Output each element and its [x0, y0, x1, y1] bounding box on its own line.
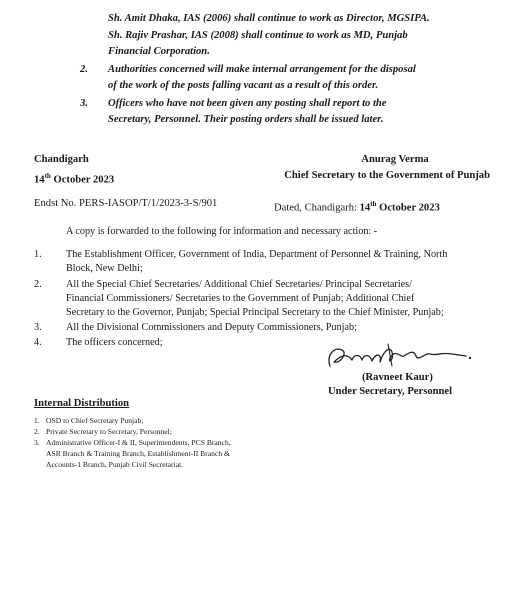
order-item-3-number: 3.	[80, 98, 88, 109]
signoff-place: Chandigarh	[34, 154, 89, 165]
endorsement-date-prefix: Dated, Chandigarh:	[274, 202, 360, 214]
signoff-date-day: 14	[34, 174, 45, 186]
copy-item-1-line1: The Establishment Officer, Government of India, Department of Personnel & Training, North	[66, 249, 448, 260]
internal-item-2-number: 2.	[34, 427, 40, 436]
copy-item-1-number: 1.	[34, 249, 42, 260]
order-line-prashar	[108, 29, 460, 43]
internal-item-3-line3: Accounts-1 Branch, Punjab Civil Secretariat.	[46, 460, 184, 469]
internal-distribution-heading: Internal Distribution	[34, 398, 130, 409]
internal-item-1-line1: OSD to Chief Secretary Punjab;	[46, 416, 144, 425]
copy-item-3-line1: All the Divisional Commissioners and Deputy Commissioners, Punjab;	[66, 322, 357, 333]
copy-item-4-line1: The officers concerned;	[66, 337, 163, 348]
endorsement-date	[274, 197, 440, 216]
copy-item-2-line2: Financial Commissioners/ Secretaries to the Government of Punjab; Additional Chief	[66, 293, 415, 304]
copy-item-2-number: 2.	[34, 279, 42, 290]
copy-item-2-line1: All the Special Chief Secretaries/ Additional Chief Secretaries/ Principal Secretaries/	[66, 279, 412, 290]
order-line-prashar-cont: Financial Corporation.	[108, 46, 210, 57]
signatory-name: Anurag Verma	[361, 154, 429, 165]
signoff-date-rest: October 2023	[50, 174, 115, 186]
signatory-title: Chief Secretary to the Government of Punjab	[284, 170, 490, 181]
endorsement-date-day: 14	[359, 202, 371, 214]
endorsement-intro: A copy is forwarded to the following for information and necessary action: -	[66, 226, 378, 237]
endorsement-date-rest: October 2023	[376, 202, 440, 214]
order-line-prashar-text: Sh. Rajiv Prashar, IAS (2008) shall continue to work as MD, Punjab	[108, 30, 408, 41]
order-item-2-number: 2.	[80, 64, 88, 75]
internal-item-1-number: 1.	[34, 416, 40, 425]
copy-item-1-line2: Block, New Delhi;	[66, 263, 143, 274]
internal-item-3-line2: ASR Branch & Training Branch, Establishment-II Branch &	[46, 449, 230, 458]
endorsement-number: Endst No. PERS-IASOP/T/1/2023-3-S/901	[34, 198, 218, 209]
undersigned-title: Under Secretary, Personnel	[328, 386, 453, 397]
order-item-2-line2: of the work of the posts falling vacant as a result of this order.	[108, 80, 379, 91]
signoff-date	[34, 169, 114, 188]
internal-item-2-line1: Private Secretary to Secretary, Personnel;	[46, 427, 172, 436]
copy-item-3-number: 3.	[34, 322, 42, 333]
handwritten-signature	[318, 340, 478, 374]
order-item-3-line2: Secretary, Personnel. Their posting orders shall be issued later.	[108, 114, 384, 125]
internal-item-3-line1: Administrative Officer-I & II, Superintendents, PCS Branch,	[46, 438, 231, 447]
copy-item-2-line3: Secretary to the Governor, Punjab; Special Principal Secretary to the Chief Minister, Punjab;	[66, 307, 444, 318]
internal-item-3-number: 3.	[34, 438, 40, 447]
order-line-dhaka: Sh. Amit Dhaka, IAS (2006) shall continue to work as Director, MGSIPA.	[108, 13, 430, 24]
undersigned-name: (Ravneet Kaur)	[362, 372, 433, 383]
copy-item-4-number: 4.	[34, 337, 42, 348]
endorsement-date-sup: th	[370, 200, 377, 208]
signoff-date-sup: th	[44, 172, 51, 180]
order-item-2-line1: Authorities concerned will make internal arrangement for the disposal	[108, 64, 416, 75]
order-item-3-line1: Officers who have not been given any posting shall report to the	[108, 98, 387, 109]
